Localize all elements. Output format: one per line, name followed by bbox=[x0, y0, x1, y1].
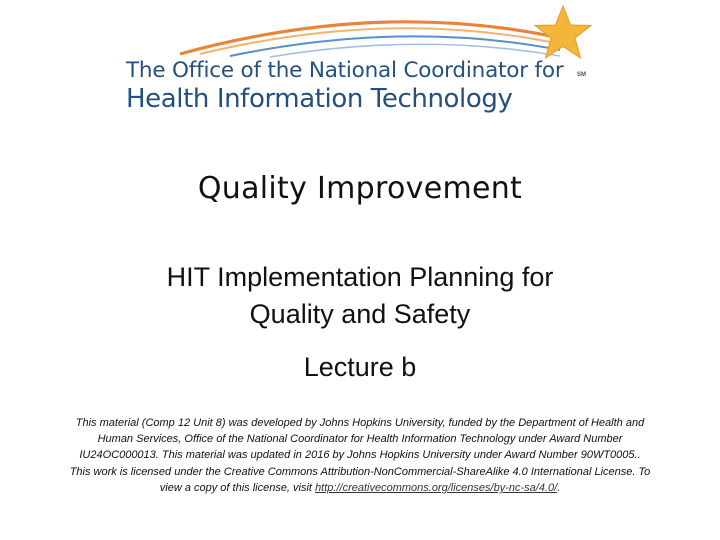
funding-notice: This material (Comp 12 Unit 8) was developed by Johns Hopkins University, funded by the Department of Health and Human Services, Office of the National Coordinator for Health Information Technology under Award Number IU24OC000013. This material was updated in 2016 by Johns Hopkins University under Award Number 90WT0005.. bbox=[75, 417, 645, 461]
lecture-label: Lecture b bbox=[303, 352, 417, 382]
onc-logo bbox=[120, 4, 600, 120]
footer-notice bbox=[60, 415, 660, 496]
logo-line2: Health Information Technology bbox=[126, 84, 513, 114]
logo-line1: The Office of the National Coordinator for bbox=[126, 58, 564, 83]
license-suffix: . bbox=[557, 482, 561, 494]
slide-title: Quality Improvement bbox=[197, 171, 523, 206]
license-text: This work is licensed under the Creative Commons Attribution-NonCommercial-ShareAlike 4.0 International License. To view a copy of this license, visit bbox=[69, 466, 651, 494]
subtitle-line2: Quality and Safety bbox=[249, 299, 471, 329]
service-mark: SM bbox=[577, 72, 586, 78]
slide-subtitle bbox=[0, 259, 720, 333]
license-link[interactable]: http://creativecommons.org/licenses/by-nc-sa/4.0/ bbox=[315, 482, 558, 494]
license-notice bbox=[60, 464, 660, 496]
subtitle-line1: HIT Implementation Planning for bbox=[166, 262, 554, 292]
